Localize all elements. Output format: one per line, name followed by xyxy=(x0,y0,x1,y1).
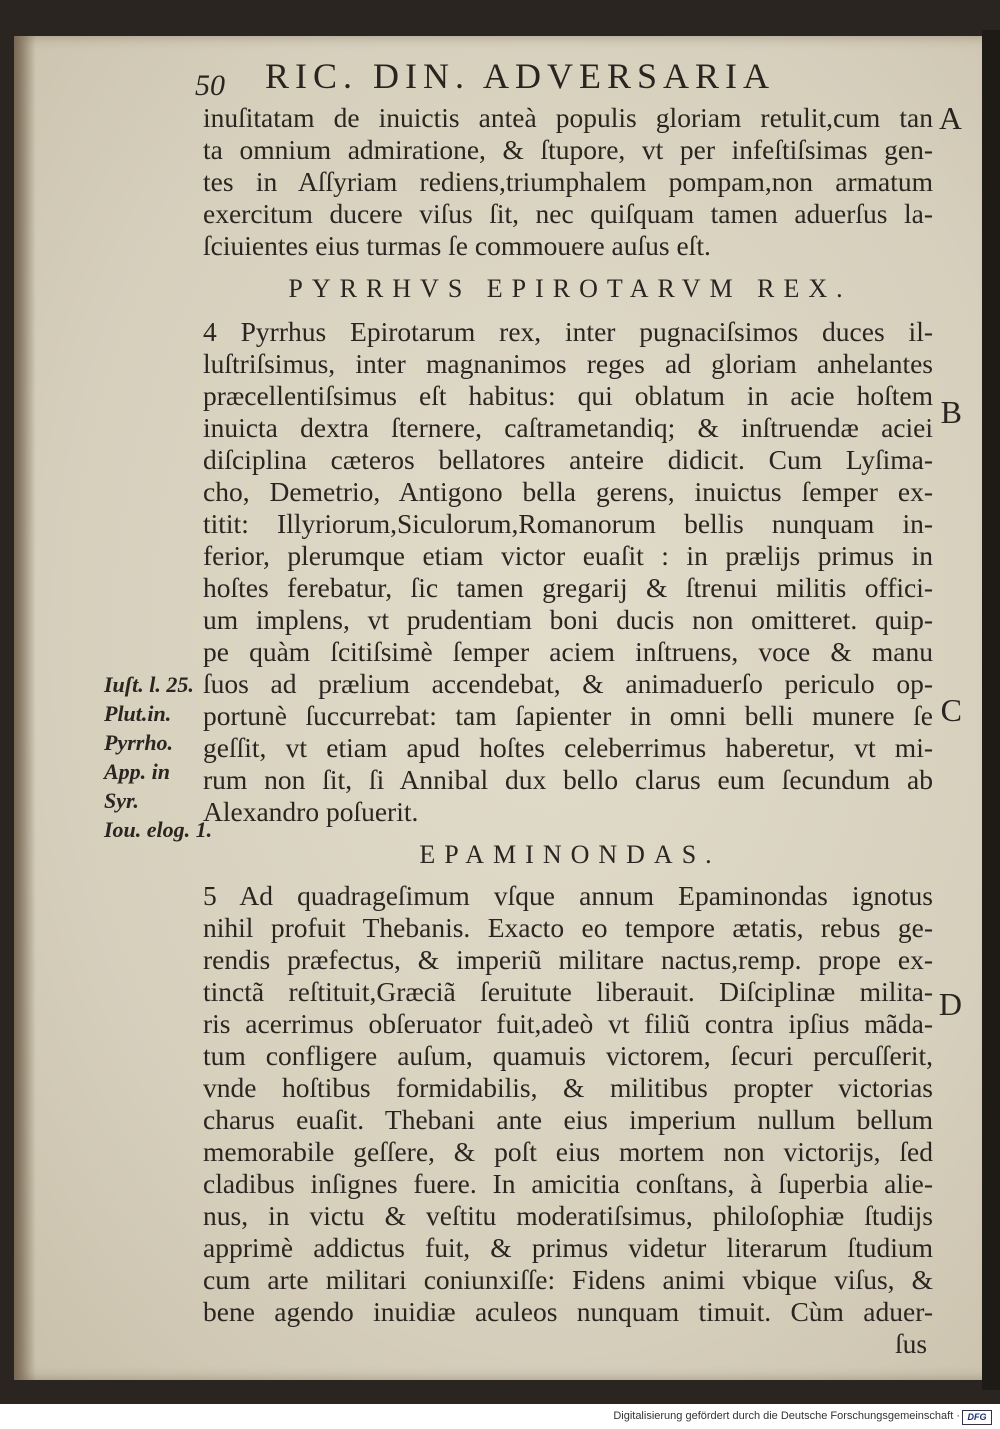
text-line: um implens, vt prudentiam boni ducis non omitteret. quip- xyxy=(203,604,933,635)
text-line: Alexandro poſuerit. xyxy=(203,796,419,827)
text-line: 4 Pyrrhus Epirotarum rex, inter pugnaciſsimos duces il- xyxy=(203,316,933,347)
marginal-citations xyxy=(104,670,212,844)
text-line: tinctã reſtituit,Græciã ſeruitute liberauit. Diſciplinæ milita- xyxy=(203,976,933,1007)
text-line: portunè ſuccurrebat: tam ſapienter in omni belli munere ſe xyxy=(203,700,933,731)
text-line: inuſitatam de inuictis anteà populis gloriam retulit,cum tan xyxy=(203,102,933,133)
page-header xyxy=(195,55,915,102)
text-line: ferior, plerumque etiam victor euaſit : in prælijs primus in xyxy=(203,540,933,571)
text-line: tum confligere auſum, quamuis victorem, ſecuri percuſſerit, xyxy=(203,1040,933,1071)
margin-letter-a: A xyxy=(938,100,962,136)
text-line: præcellentiſsimus eſt habitus: qui oblatum in acie hoſtem xyxy=(203,380,933,411)
scan-right-edge xyxy=(982,30,1000,1390)
footer-bar xyxy=(0,1404,1000,1429)
text-line: vnde hoſtibus formidabilis, & militibus propter victorias xyxy=(203,1072,933,1103)
margin-letter-c: C xyxy=(940,692,962,728)
text-line: apprimè addictus fuit, & primus videtur literarum ſtudium xyxy=(203,1232,933,1263)
text-line: rum non ſit, ſi Annibal dux bello clarus eum ſecundum ab xyxy=(203,764,933,795)
text-line: cum arte militari coniunxiſſe: Fidens animi vbique viſus, & xyxy=(203,1264,933,1295)
marginal-note: Iou. elog. 1. xyxy=(104,817,213,842)
text-line: diſciplina cæteros bellatores anteire didicit. Cum Lyſima- xyxy=(203,444,933,475)
marginal-note: App. in xyxy=(104,759,171,784)
dfg-logo: DFG xyxy=(962,1410,992,1425)
text-line: pe quàm ſcitiſsimè ſemper aciem inſtruens, voce & manu xyxy=(203,636,933,667)
marginal-note: Plut.in. xyxy=(104,701,172,726)
text-line: inuicta dextra ſternere, caſtrametandiq; & inſtruendæ aciei xyxy=(203,412,933,443)
footer-credit: Digitalisierung gefördert durch die Deutsche Forschungsgemeinschaft · xyxy=(613,1410,960,1422)
text-line: tes in Aſſyriam rediens,triumphalem pompam,non armatum xyxy=(203,166,933,197)
text-line: exercitum ducere viſus ſit, nec quiſquam tamen aduerſus la- xyxy=(203,198,933,229)
text-line: ta omnium admiratione, & ſtupore, vt per infeſtiſsimas gen- xyxy=(203,134,933,165)
text-line: nus, in victu & veſtitu moderatiſsimus, philoſophiæ ſtudijs xyxy=(203,1200,933,1231)
text-line: memorabile geſſere, & poſt eius mortem non victorijs, ſed xyxy=(203,1136,933,1167)
text-line: cho, Demetrio, Antigono bella gerens, inuictus ſemper ex- xyxy=(203,476,933,507)
text-line: nihil profuit Thebanis. Exacto eo tempore ætatis, rebus ge- xyxy=(203,912,933,943)
margin-letter-d: D xyxy=(938,986,962,1022)
catchword: ſus xyxy=(895,1328,928,1359)
text-line: geſſit, vt etiam apud hoſtes celeberrimus haberetur, vt mi- xyxy=(203,732,933,763)
text-line: 5 Ad quadrageſimum vſque annum Epaminondas ignotus xyxy=(203,880,933,911)
text-line: ſciuientes eius turmas ſe commouere auſus eſt. xyxy=(203,230,711,261)
text-line: rendis præfectus, & imperiũ militare nactus,remp. prope ex- xyxy=(203,944,933,975)
running-head: RIC. DIN. ADVERSARIA xyxy=(265,56,776,96)
page-number: 50 xyxy=(195,69,225,102)
text-line: titit: Illyriorum,Siculorum,Romanorum bellis nunquam in- xyxy=(203,508,933,539)
text-line: luſtriſsimus, inter magnanimos reges ad gloriam anhelantes xyxy=(203,348,933,379)
section-title-pyrrhus: PYRRHVS EPIROTARVM REX. xyxy=(288,274,852,303)
marginal-note: Syr. xyxy=(104,788,139,813)
text-line: ſuos ad prælium accendebat, & animaduerſo periculo op- xyxy=(203,668,933,699)
text-line: bene agendo inuidiæ aculeos nunquam timuit. Cùm aduer- xyxy=(203,1296,933,1327)
text-line: cladibus inſignes fuere. In amicitia conſtans, à ſuperbia alie- xyxy=(203,1168,933,1199)
text-line: charus euaſit. Thebani ante eius imperium nullum bellum xyxy=(203,1104,933,1135)
marginal-note: Iuſt. l. 25. xyxy=(104,672,194,697)
margin-letter-b: B xyxy=(940,394,962,430)
section-title-epaminondas: EPAMINONDAS. xyxy=(419,840,721,869)
text-line: hoſtes ferebatur, ſic tamen gregarij & ſtrenui militis offici- xyxy=(203,572,933,603)
marginal-note: Pyrrho. xyxy=(104,730,174,755)
page-gutter-shadow xyxy=(14,36,36,1380)
text-line: ris acerrimus obſeruator fuit,adeò vt filiũ contra ipſius mãda- xyxy=(203,1008,933,1039)
